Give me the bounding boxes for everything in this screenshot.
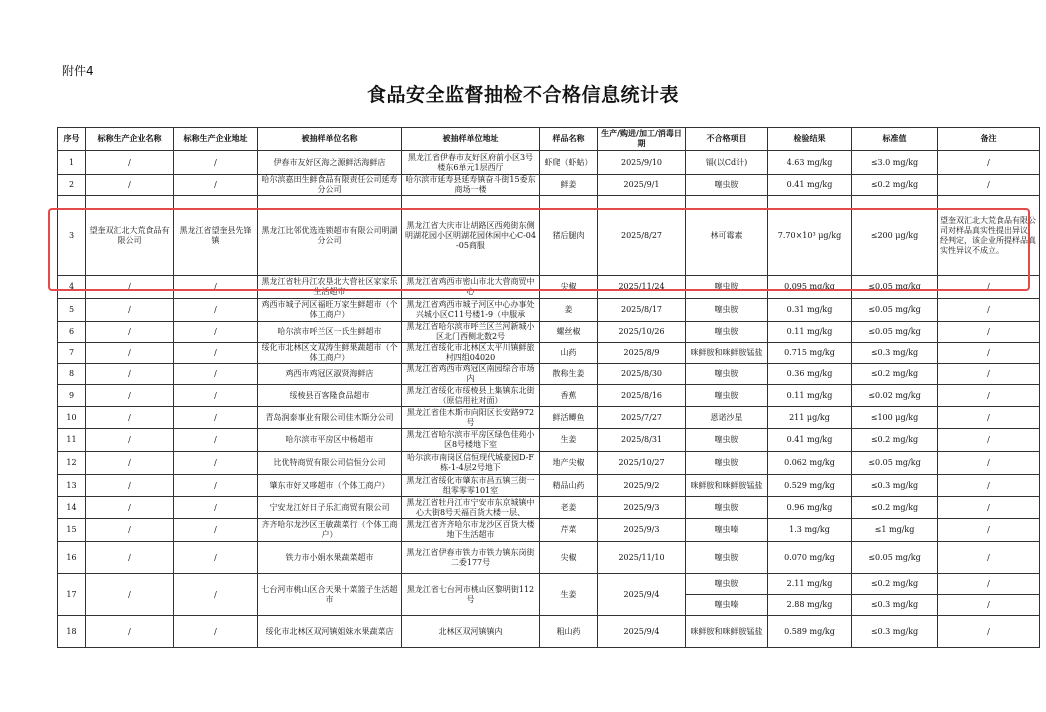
row-number: 13 (58, 475, 86, 497)
row-number: 2 (58, 175, 86, 196)
date: 2025/9/3 (598, 497, 686, 519)
sampled-unit-name: 哈尔滨市呼兰区一氏生鲜超市 (258, 322, 402, 343)
producer-name: / (86, 452, 174, 475)
column-header: 样品名称 (540, 128, 598, 151)
sampled-unit-name: 铁力市小娟水果蔬菜超市 (258, 542, 402, 574)
remarks: / (938, 452, 1040, 475)
date: 2025/8/17 (598, 299, 686, 322)
test-result: 211 μg/kg (768, 407, 852, 429)
column-header: 被抽样单位名称 (258, 128, 402, 151)
sample-name: 猪后腿肉 (540, 196, 598, 276)
test-result: 2.88 mg/kg (768, 595, 852, 616)
row-number: 5 (58, 299, 86, 322)
sampled-unit-address: 黑龙江省七台河市桃山区黎明街112号 (402, 574, 540, 616)
remarks: / (938, 407, 1040, 429)
row-number: 12 (58, 452, 86, 475)
test-result: 0.11 mg/kg (768, 385, 852, 407)
remarks: / (938, 497, 1040, 519)
sampled-unit-address: 哈尔滨市南岗区信恒现代城豪园D-F栋-1-4层2号地下 (402, 452, 540, 475)
test-result: 0.715 mg/kg (768, 343, 852, 364)
failed-item: 噻虫胺 (686, 276, 768, 299)
standard-value: ≤0.2 mg/kg (852, 574, 938, 595)
date: 2025/11/10 (598, 542, 686, 574)
remarks: / (938, 299, 1040, 322)
row-number: 6 (58, 322, 86, 343)
attachment-label: 附件4 (62, 64, 94, 78)
row-number: 8 (58, 364, 86, 385)
sampled-unit-name: 宁安龙江好日子乐汇商贸有限公司 (258, 497, 402, 519)
remarks: / (938, 542, 1040, 574)
producer-address: / (174, 519, 258, 542)
producer-address: / (174, 616, 258, 648)
sample-name: 姜 (540, 299, 598, 322)
row-number: 15 (58, 519, 86, 542)
failed-item: 噻虫嗪 (686, 519, 768, 542)
standard-value: ≤0.05 mg/kg (852, 276, 938, 299)
failed-item: 噻虫胺 (686, 385, 768, 407)
test-result: 4.63 mg/kg (768, 151, 852, 175)
failed-item: 噻虫胺 (686, 497, 768, 519)
producer-address: / (174, 364, 258, 385)
producer-name: / (86, 497, 174, 519)
producer-name: / (86, 574, 174, 616)
sample-name: 虾爬（虾蛄） (540, 151, 598, 175)
sampled-unit-address: 黑龙江省鸡西市鸡冠区南园综合市场内 (402, 364, 540, 385)
remarks: / (938, 574, 1040, 595)
failed-item: 噻虫嗪 (686, 595, 768, 616)
sampled-unit-name: 黑龙江省牡丹江农垦北大营社区家家乐生活超市 (258, 276, 402, 299)
producer-name: / (86, 429, 174, 452)
row-number: 11 (58, 429, 86, 452)
table-header-row (58, 128, 1040, 151)
row-number: 7 (58, 343, 86, 364)
standard-value: ≤0.05 mg/kg (852, 542, 938, 574)
sampled-unit-address: 黑龙江省绥化市肇东市昌五镇三街一组零零零101室 (402, 475, 540, 497)
sample-name: 尖椒 (540, 542, 598, 574)
producer-address: / (174, 151, 258, 175)
sampled-unit-name: 青岛润泰事业有限公司佳木斯分公司 (258, 407, 402, 429)
column-header: 标准值 (852, 128, 938, 151)
column-header: 序号 (58, 128, 86, 151)
producer-address: / (174, 175, 258, 196)
column-header: 不合格项目 (686, 128, 768, 151)
remarks: / (938, 175, 1040, 196)
remarks: / (938, 616, 1040, 648)
producer-address: / (174, 385, 258, 407)
sample-name: 尖椒 (540, 276, 598, 299)
column-header: 标称生产企业地址 (174, 128, 258, 151)
test-result: 0.095 mg/kg (768, 276, 852, 299)
producer-name: / (86, 385, 174, 407)
table-row (58, 322, 1040, 343)
producer-address: / (174, 299, 258, 322)
failed-item: 林可霉素 (686, 196, 768, 276)
date: 2025/9/3 (598, 519, 686, 542)
row-number: 18 (58, 616, 86, 648)
remarks: / (938, 276, 1040, 299)
date: 2025/7/27 (598, 407, 686, 429)
producer-name: / (86, 299, 174, 322)
test-result: 7.70×10³ μg/kg (768, 196, 852, 276)
sampled-unit-name: 绥化市北林区文双涛生鲜果蔬超市（个体工商户） (258, 343, 402, 364)
sampled-unit-address: 黑龙江省哈尔滨市呼兰区兰河新城小区北门西侧北数2号 (402, 322, 540, 343)
producer-name: / (86, 616, 174, 648)
failed-item: 咪鲜胺和咪鲜胺锰盐 (686, 343, 768, 364)
failed-item: 咪鲜胺和咪鲜胺锰盐 (686, 616, 768, 648)
sampled-unit-name: 鸡西市鸡冠区淑贤海鲜店 (258, 364, 402, 385)
date: 2025/9/1 (598, 175, 686, 196)
remarks: / (938, 322, 1040, 343)
producer-name: / (86, 276, 174, 299)
producer-address: / (174, 452, 258, 475)
table-row (58, 151, 1040, 175)
date: 2025/8/27 (598, 196, 686, 276)
producer-name: / (86, 542, 174, 574)
sampled-unit-address: 黑龙江省齐齐哈尔市龙沙区百货大楼地下生活超市 (402, 519, 540, 542)
table-row (58, 343, 1040, 364)
sample-name: 芹菜 (540, 519, 598, 542)
producer-address: / (174, 322, 258, 343)
remarks: / (938, 595, 1040, 616)
producer-address: / (174, 475, 258, 497)
producer-name: / (86, 343, 174, 364)
table-row (58, 616, 1040, 648)
row-number: 3 (58, 196, 86, 276)
producer-name: / (86, 151, 174, 175)
sampled-unit-address: 黑龙江省哈尔滨市平房区绿色佳苑小区8号楼地下室 (402, 429, 540, 452)
date: 2025/8/16 (598, 385, 686, 407)
producer-address: / (174, 574, 258, 616)
column-header: 生产/购进/加工/消毒日期 (598, 128, 686, 151)
failed-item: 噻虫胺 (686, 429, 768, 452)
test-result: 2.11 mg/kg (768, 574, 852, 595)
test-result: 0.062 mg/kg (768, 452, 852, 475)
sampled-unit-name: 黑龙江比邻优选连锁超市有限公司明湖分公司 (258, 196, 402, 276)
date: 2025/10/26 (598, 322, 686, 343)
date: 2025/9/4 (598, 574, 686, 616)
sample-name: 山药 (540, 343, 598, 364)
table-row (58, 574, 1040, 595)
sample-name: 粗山药 (540, 616, 598, 648)
standard-value: ≤0.02 mg/kg (852, 385, 938, 407)
date: 2025/8/9 (598, 343, 686, 364)
standard-value: ≤0.3 mg/kg (852, 343, 938, 364)
producer-address: / (174, 429, 258, 452)
standard-value: ≤0.2 mg/kg (852, 429, 938, 452)
standard-value: ≤0.2 mg/kg (852, 497, 938, 519)
sampled-unit-name: 齐齐哈尔龙沙区王敏蔬菜行（个体工商户） (258, 519, 402, 542)
date: 2025/9/10 (598, 151, 686, 175)
sample-name: 香蕉 (540, 385, 598, 407)
table-row (58, 175, 1040, 196)
sampled-unit-name: 鸡西市城子河区福旺万家生鲜超市（个体工商户） (258, 299, 402, 322)
remarks: / (938, 343, 1040, 364)
sampled-unit-address: 黑龙江省鸡西市密山市北大营商贸中心 (402, 276, 540, 299)
test-result: 1.3 mg/kg (768, 519, 852, 542)
failed-item: 噻虫胺 (686, 574, 768, 595)
failed-item: 咪鲜胺和咪鲜胺锰盐 (686, 475, 768, 497)
table-row (58, 299, 1040, 322)
producer-name: / (86, 407, 174, 429)
table-row (58, 407, 1040, 429)
sampled-unit-address: 北林区双河镇镇内 (402, 616, 540, 648)
producer-name: 望奎双汇北大荒食品有限公司 (86, 196, 174, 276)
table-row (58, 196, 1040, 276)
sampled-unit-name: 哈尔滨嘉田生鲜食品有限责任公司延寿分公司 (258, 175, 402, 196)
failed-item: 恩诺沙星 (686, 407, 768, 429)
standard-value: ≤100 μg/kg (852, 407, 938, 429)
standard-value: ≤0.2 mg/kg (852, 364, 938, 385)
table-row (58, 452, 1040, 475)
column-header: 标称生产企业名称 (86, 128, 174, 151)
standard-value: ≤0.05 mg/kg (852, 452, 938, 475)
standard-value: ≤1 mg/kg (852, 519, 938, 542)
standard-value: ≤200 μg/kg (852, 196, 938, 276)
producer-name: / (86, 475, 174, 497)
sampled-unit-address: 黑龙江省绥化市绥棱县上集镇东北街（原信用社对面） (402, 385, 540, 407)
row-number: 4 (58, 276, 86, 299)
row-number: 14 (58, 497, 86, 519)
row-number: 17 (58, 574, 86, 616)
sampled-unit-address: 哈尔滨市延寿县延寿镇奋斗街15委东商场一楼 (402, 175, 540, 196)
sample-name: 老姜 (540, 497, 598, 519)
sampled-unit-address: 黑龙江省鸡西市城子河区中心办事处兴城小区C11号楼1-9（中服承 (402, 299, 540, 322)
test-result: 0.31 mg/kg (768, 299, 852, 322)
failed-item: 噻虫胺 (686, 322, 768, 343)
producer-address: / (174, 343, 258, 364)
producer-address: / (174, 276, 258, 299)
date: 2025/8/31 (598, 429, 686, 452)
row-number: 1 (58, 151, 86, 175)
failed-item: 噻虫胺 (686, 299, 768, 322)
producer-name: / (86, 322, 174, 343)
producer-name: / (86, 364, 174, 385)
producer-address: / (174, 407, 258, 429)
sampled-unit-name: 七台河市桃山区合天果十菜篮子生活超市 (258, 574, 402, 616)
failed-item: 噻虫胺 (686, 542, 768, 574)
sample-name: 生姜 (540, 574, 598, 616)
test-result: 0.36 mg/kg (768, 364, 852, 385)
sampled-unit-address: 黑龙江省伊春市铁力市铁力镇东岗街二委177号 (402, 542, 540, 574)
table-row (58, 385, 1040, 407)
remarks: / (938, 519, 1040, 542)
producer-address: / (174, 497, 258, 519)
sample-name: 地产尖椒 (540, 452, 598, 475)
sampled-unit-address: 黑龙江省伊春市友好区府前小区3号楼东6单元1层西厅 (402, 151, 540, 175)
table-row (58, 364, 1040, 385)
date: 2025/8/30 (598, 364, 686, 385)
test-result: 0.96 mg/kg (768, 497, 852, 519)
sampled-unit-address: 黑龙江省佳木斯市向阳区长安路972号 (402, 407, 540, 429)
sample-name: 鲜活鲫鱼 (540, 407, 598, 429)
date: 2025/11/24 (598, 276, 686, 299)
sample-name: 生姜 (540, 429, 598, 452)
producer-name: / (86, 519, 174, 542)
column-header: 检验结果 (768, 128, 852, 151)
standard-value: ≤0.05 mg/kg (852, 299, 938, 322)
table-row (58, 519, 1040, 542)
sampled-unit-name: 伊春市友好区海之源鲜活海鲜店 (258, 151, 402, 175)
standard-value: ≤0.3 mg/kg (852, 595, 938, 616)
sampled-unit-address: 黑龙江省大庆市让胡路区西苑街东侧明湖花园小区明湖花园休闲中心C-04-05商服 (402, 196, 540, 276)
sampled-unit-name: 肇东市好又哆超市（个体工商户） (258, 475, 402, 497)
table-row (58, 475, 1040, 497)
sample-name: 精品山药 (540, 475, 598, 497)
table-row (58, 497, 1040, 519)
table-row (58, 429, 1040, 452)
inspection-table (57, 127, 1040, 648)
date: 2025/10/27 (598, 452, 686, 475)
sampled-unit-name: 比优特商贸有限公司信恒分公司 (258, 452, 402, 475)
test-result: 0.41 mg/kg (768, 175, 852, 196)
column-header: 被抽样单位地址 (402, 128, 540, 151)
standard-value: ≤3.0 mg/kg (852, 151, 938, 175)
remarks: / (938, 364, 1040, 385)
row-number: 10 (58, 407, 86, 429)
standard-value: ≤0.3 mg/kg (852, 475, 938, 497)
producer-address: / (174, 542, 258, 574)
test-result: 0.11 mg/kg (768, 322, 852, 343)
table-row (58, 276, 1040, 299)
remarks: / (938, 151, 1040, 175)
sample-name: 螺丝椒 (540, 322, 598, 343)
sample-name: 鲜姜 (540, 175, 598, 196)
sampled-unit-name: 绥棱县百客隆食品超市 (258, 385, 402, 407)
date: 2025/9/4 (598, 616, 686, 648)
failed-item: 镉(以Cd计) (686, 151, 768, 175)
sampled-unit-name: 绥化市北林区双河镇姐妹水果蔬菜店 (258, 616, 402, 648)
test-result: 0.070 mg/kg (768, 542, 852, 574)
failed-item: 噻虫胺 (686, 364, 768, 385)
row-number: 16 (58, 542, 86, 574)
row-number: 9 (58, 385, 86, 407)
producer-address: 黑龙江省望奎县先锋镇 (174, 196, 258, 276)
standard-value: ≤0.3 mg/kg (852, 616, 938, 648)
sampled-unit-address: 黑龙江省绥化市北林区太平川镇鲜旅村四组04020 (402, 343, 540, 364)
failed-item: 噻虫胺 (686, 452, 768, 475)
test-result: 0.589 mg/kg (768, 616, 852, 648)
test-result: 0.529 mg/kg (768, 475, 852, 497)
remarks: / (938, 385, 1040, 407)
standard-value: ≤0.05 mg/kg (852, 322, 938, 343)
page-title: 食品安全监督抽检不合格信息统计表 (366, 84, 679, 106)
test-result: 0.41 mg/kg (768, 429, 852, 452)
table-row (58, 542, 1040, 574)
remarks: / (938, 475, 1040, 497)
remarks: / (938, 429, 1040, 452)
producer-name: / (86, 175, 174, 196)
column-header: 备注 (938, 128, 1040, 151)
sampled-unit-name: 哈尔滨市平房区中杨超市 (258, 429, 402, 452)
standard-value: ≤0.2 mg/kg (852, 175, 938, 196)
sample-name: 散称生姜 (540, 364, 598, 385)
sampled-unit-address: 黑龙江省牡丹江市宁安市东京城镇中心大街8号天福百货大楼一层、 (402, 497, 540, 519)
remarks: 望奎双汇北大荒食品有限公司对样品真实性提出异议，经判定，该企业所提样品真实性异议不成立。 (938, 196, 1040, 276)
date: 2025/9/2 (598, 475, 686, 497)
failed-item: 噻虫胺 (686, 175, 768, 196)
